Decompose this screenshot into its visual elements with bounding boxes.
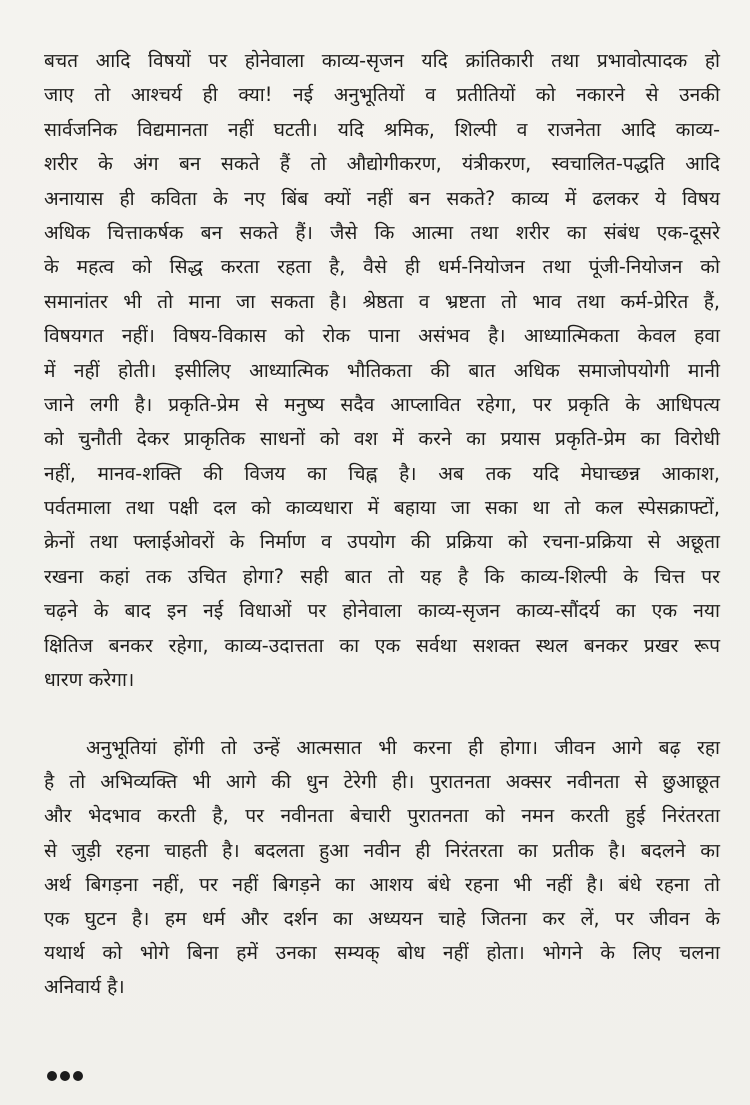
text-line: है तो अभिव्यक्ति भी आगे की धुन टेरेगी ही। पुरातनता अक्सर नवीनता से छुआछूत bbox=[44, 770, 720, 794]
text-line: अधिक चित्ताकर्षक बन सकते हैं। जैसे कि आत्मा तथा शरीर का संबंध एक-दूसरे bbox=[44, 220, 720, 244]
section-end-ornament bbox=[47, 1071, 83, 1081]
text-line: क्षितिज बनकर रहेगा, काव्य-उदात्तता का एक सर्वथा सशक्त स्थल बनकर प्रखर रूप bbox=[44, 633, 720, 657]
text-line: अनिवार्य है। bbox=[44, 975, 125, 999]
text-line: समानांतर भी तो माना जा सकता है। श्रेष्ठता व भ्रष्टता तो भाव तथा कर्म-प्रेरित हैं, bbox=[44, 289, 720, 313]
ornament-dot-icon bbox=[60, 1071, 70, 1081]
text-line: यथार्थ को भोगे बिना हमें उनका सम्यक् बोध नहीं होता। भोगने के लिए चलना bbox=[44, 941, 720, 965]
text-line: अर्थ बिगड़ना नहीं, पर नहीं बिगड़ने का आशय बंधे रहना भी नहीं है। बंधे रहना तो bbox=[44, 872, 720, 896]
text-line: चढ़ने के बाद इन नई विधाओं पर होनेवाला काव्य-सृजन काव्य-सौंदर्य का एक नया bbox=[44, 599, 720, 623]
text-line: अनुभूतियां होंगी तो उन्हें आत्मसात भी करना ही होगा। जीवन आगे बढ़ रहा bbox=[86, 736, 720, 759]
text-line: एक घुटन है। हम धर्म और दर्शन का अध्ययन चाहे जितना कर लें, पर जीवन के bbox=[44, 906, 720, 930]
text-line: सार्वजनिक विद्यमानता नहीं घटती। यदि श्रमिक, शिल्पी व राजनेता आदि काव्य- bbox=[44, 117, 720, 141]
text-line: रखना कहां तक उचित होगा? सही बात तो यह है कि काव्य-शिल्पी के चित्त पर bbox=[44, 564, 720, 588]
text-line: पर्वतमाला तथा पक्षी दल को काव्यधारा में बहाया जा सका था तो कल स्पेसक्राफ्टों, bbox=[44, 496, 720, 520]
ornament-dot-icon bbox=[73, 1071, 83, 1081]
text-line: से जुड़ी रहना चाहती है। बदलता हुआ नवीन ही निरंतरता का प्रतीक है। बदलने का bbox=[44, 838, 720, 862]
text-line: को चुनौती देकर प्राकृतिक साधनों को वश में करने का प्रयास प्रकृति-प्रेम का विरोधी bbox=[44, 427, 720, 451]
paragraph-1 bbox=[44, 44, 720, 697]
text-line: जाने लगी है। प्रकृति-प्रेम से मनुष्य सदैव आप्लावित रहेगा, पर प्रकृति के आधिपत्य bbox=[44, 392, 720, 416]
text-line: अनायास ही कविता के नए बिंब क्यों नहीं बन सकते? काव्य में ढलकर ये विषय bbox=[44, 186, 720, 210]
paragraph-2 bbox=[44, 731, 720, 1005]
text-line: विषयगत नहीं। विषय-विकास को रोक पाना असंभव है। आध्यात्मिकता केवल हवा bbox=[44, 324, 720, 348]
text-line: बचत आदि विषयों पर होनेवाला काव्य-सृजन यदि क्रांतिकारी तथा प्रभावोत्पादक हो bbox=[44, 49, 720, 72]
text-line: नहीं, मानव-शक्ति की विजय का चिह्न है। अब तक यदि मेघाच्छन्न आकाश, bbox=[44, 461, 720, 485]
ornament-dot-icon bbox=[47, 1071, 57, 1081]
text-line: के महत्व को सिद्ध करता रहता है, वैसे ही धर्म-नियोजन तथा पूंजी-नियोजन को bbox=[44, 255, 720, 279]
text-line: धारण करेगा। bbox=[44, 668, 135, 692]
text-line: क्रेनों तथा फ्लाईओवरों के निर्माण व उपयोग की प्रक्रिया को रचना-प्रक्रिया से अछूता bbox=[44, 530, 720, 554]
text-line: शरीर के अंग बन सकते हैं तो औद्योगीकरण, यंत्रीकरण, स्वचालित-पद्धति आदि bbox=[44, 152, 720, 176]
text-line: में नहीं होती। इसीलिए आध्यात्मिक भौतिकता की बात अधिक समाजोपयोगी मानी bbox=[44, 358, 720, 382]
text-line: और भेदभाव करती है, पर नवीनता बेचारी पुरातनता को नमन करती हुई निरंतरता bbox=[44, 804, 720, 828]
text-line: जाए तो आश्चर्य ही क्या! नई अनुभूतियों व प्रतीतियों को नकारने से उनकी bbox=[44, 83, 720, 107]
